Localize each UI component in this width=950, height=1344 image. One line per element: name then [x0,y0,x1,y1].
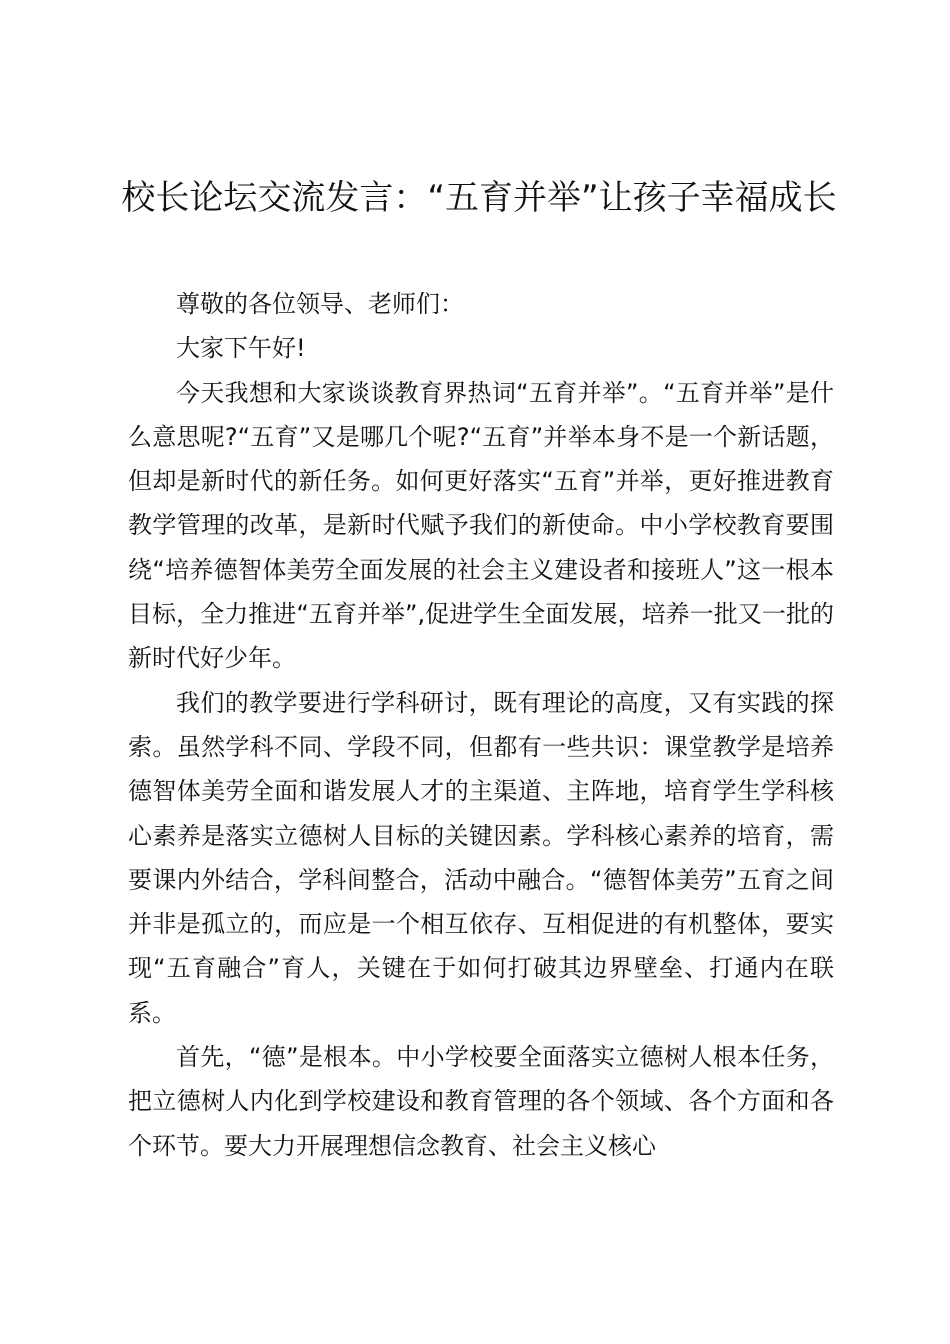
document-title: 校长论坛交流发言：“五育并举”让孩子幸福成长 [121,178,837,218]
paragraph-intro: 今天我想和大家谈谈教育界热词“五育并举”。“五育并举”是什么意思呢?“五育”又是哪几个呢?“五育”并举本身不是一个新话题，但却是新时代的新任务。如何更好落实“五育”并举，更好推进教育教学管理的改革，是新时代赋予我们的新使命。中小学校教育要围绕“培养德智体美劳全面发展的社会主义建设者和接班人”这一根本目标，全力推进“五育并举”,促进学生全面发展，培养一批又一批的新时代好少年。 [128,378,834,673]
document-body [128,282,834,1168]
paragraph-teaching: 我们的教学要进行学科研讨，既有理论的高度，又有实践的探索。虽然学科不同、学段不同，但都有一些共识：课堂教学是培养德智体美劳全面和谐发展人才的主渠道、主阵地，培育学生学科核心素养是落实立德树人目标的关键因素。学科核心素养的培育，需要课内外结合，学科间整合，活动中融合。“德智体美劳”五育之间并非是孤立的，而应是一个相互依存、互相促进的有机整体，要实现“五育融合”育人，关键在于如何打破其边界壁垒、打通内在联系。 [128,688,834,1027]
paragraph-morality: 首先，“德”是根本。中小学校要全面落实立德树人根本任务，把立德树人内化到学校建设和教育管理的各个领域、各个方面和各个环节。要大力开展理想信念教育、社会主义核心 [128,1043,834,1160]
paragraph-salutation: 大家下午好! [176,334,306,363]
paragraph-greeting: 尊敬的各位领导、老师们： [176,290,464,318]
